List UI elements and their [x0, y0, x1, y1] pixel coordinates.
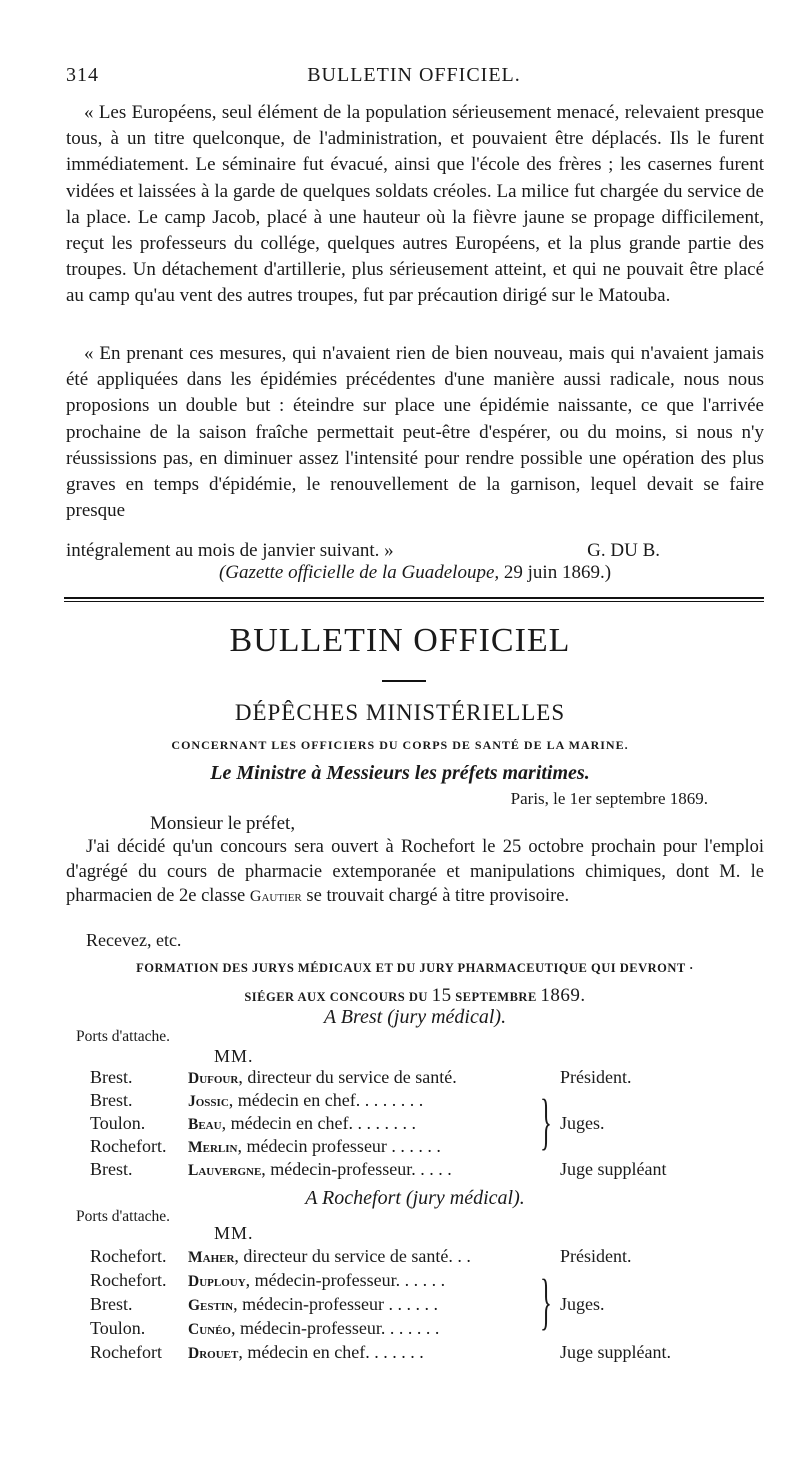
paragraph-last-line: intégralement au mois de janvier suivant. »: [66, 540, 394, 561]
member-name: Beau: [188, 1116, 222, 1133]
title-underline: [382, 680, 426, 682]
formation-heading-2: [66, 985, 764, 1007]
member-role: Juges.: [560, 1113, 605, 1133]
person-name: Gautier: [249, 888, 302, 905]
ports-label: Ports d'attache.: [76, 1028, 171, 1045]
jury-member-row: [90, 1270, 690, 1294]
formation-text: SIÉGER AUX CONCOURS DU: [244, 990, 428, 1004]
member-name: Lauvergne: [188, 1162, 262, 1179]
member-role: Juge suppléant.: [560, 1342, 671, 1362]
paragraph-text: « Les Européens, seul élément de la population sérieusement menacé, relevaient presque tous, à un titre quelconque, de l'administration, et pouvaient être déplacés. Ils le furent immédiatement. Le séminaire fut évacué, ainsi que l'école des frères ; les casernes furent vidées et laissées à la garde de quelques soldats créoles. La milice fut chargée du service de la place. Le camp Jacob, placé à une hauteur où la fièvre jaune se propage difficilement, reçut les professeurs du collége, quelques autres Européens, et la plus grande partie des troupes. Un détachement d'artillerie, plus sérieusement atteint, et qui ne pouvait être placé au camp qu'au vent des autres troupes, fut par précaution dirigé sur le Matouba.: [66, 102, 764, 307]
member-name: Merlin: [188, 1139, 238, 1156]
closing-formula: Recevez, etc.: [86, 930, 182, 950]
page-number: 314: [66, 64, 99, 86]
continuation-paragraph-1: [66, 100, 764, 310]
author-signature: G. DU B.: [587, 540, 660, 561]
brace-icon: }: [540, 1268, 552, 1336]
dateline: Paris, le 1er septembre 1869.: [510, 789, 708, 808]
jury-title-brest: A Brest (jury médical).: [323, 1006, 507, 1028]
member-port: Toulon.: [90, 1318, 146, 1338]
member-function: , médecin-professeur. . . . . . .: [230, 1318, 440, 1338]
member-name: Duplouy: [188, 1273, 246, 1290]
member-role: Président.: [560, 1246, 632, 1266]
page-header: [66, 64, 762, 92]
dispatch-paragraph: [66, 835, 764, 910]
formation-year: 1869.: [540, 985, 586, 1006]
member-function: , directeur du service de santé. . .: [234, 1246, 471, 1266]
member-role: Juge suppléant: [560, 1159, 667, 1179]
member-port: Brest.: [90, 1090, 133, 1110]
member-port: Rochefort: [90, 1342, 162, 1362]
salutation: Monsieur le préfet,: [150, 813, 296, 834]
member-function: , médecin-professeur. . . . . .: [245, 1270, 446, 1290]
running-title: BULLETIN OFFICIEL.: [307, 64, 521, 86]
formation-heading-1: FORMATION DES JURYS MÉDICAUX ET DU JURY PHARMACEUTIQUE QUI DEVRONT ·: [136, 961, 694, 975]
section-subheading: CONCERNANT LES OFFICIERS DU CORPS DE SANTÉ DE LA MARINE.: [171, 738, 629, 752]
member-port: Brest.: [90, 1294, 133, 1314]
member-function: , médecin professeur . . . . . .: [237, 1136, 441, 1156]
dispatch-body: [66, 835, 764, 910]
brace-icon: }: [540, 1088, 552, 1156]
member-port: Rochefort.: [90, 1246, 167, 1266]
formation-month: SEPTEMBRE: [455, 990, 537, 1004]
mm-label: MM.: [214, 1223, 254, 1243]
member-role: Juges.: [560, 1294, 605, 1314]
member-function: , médecin en chef. . . . . . .: [238, 1342, 424, 1362]
section-divider-thin: [64, 601, 764, 602]
mm-label: MM.: [214, 1046, 254, 1066]
source-citation: [66, 562, 764, 584]
member-port: Brest.: [90, 1067, 133, 1087]
member-name: Maher: [188, 1249, 235, 1266]
dispatch-text-2: se trouvait chargé à titre provisoire.: [306, 886, 570, 906]
jury-title-rochefort: A Rochefort (jury médical).: [305, 1187, 525, 1209]
jury-member-row: [90, 1090, 690, 1114]
member-role: Président.: [560, 1067, 632, 1087]
jury-member-row: [90, 1318, 690, 1342]
member-function: , médecin-professeur . . . . . .: [233, 1294, 439, 1314]
member-name: Gestin: [188, 1297, 234, 1314]
ports-label: Ports d'attache.: [76, 1208, 171, 1225]
bulletin-title: BULLETIN OFFICIEL: [229, 622, 571, 659]
source-title: (Gazette officielle de la Guadeloupe,: [218, 562, 500, 583]
member-name: Dufour: [188, 1070, 239, 1087]
member-port: Brest.: [90, 1159, 133, 1179]
section-divider: [64, 597, 764, 599]
member-name: Jossic: [188, 1093, 229, 1110]
section-heading: DÉPÊCHES MINISTÉRIELLES: [234, 700, 566, 725]
jury-member-row: [90, 1136, 690, 1160]
paragraph-text: « En prenant ces mesures, qui n'avaient rien de bien nouveau, mais qui n'avaient jamais été appliquées dans les épidémies précédentes d'une manière aussi radicale, nous nous proposions un double but : éteindre sur place une épidémie naissante, ce que l'arrivée prochaine de la saison fraîche permettait peut-être d'espérer, ou du moins, si nous n'y réussissions pas, en diminuer assez l'intensité pour rendre possible une opération des plus graves en temps d'épidémie, le renouvellement de la garnison, lequel devait se faire presque: [66, 343, 764, 522]
member-function: , directeur du service de santé.: [238, 1067, 457, 1087]
member-function: , médecin en chef. . . . . . . .: [228, 1090, 424, 1110]
dispatch-text-1: J'ai décidé qu'un concours sera ouvert à Rochefort le 25 octobre prochain pour l'emploi d'agrégé du cours de pharmacie extemporanée et manipulations chimiques, dont M. le pharmacien de 2e classe: [66, 837, 764, 906]
member-port: Rochefort.: [90, 1136, 167, 1156]
source-date: 29 juin 1869.): [503, 562, 612, 583]
addressee-line: Le Ministre à Messieurs les préfets maritimes.: [210, 762, 590, 784]
formation-day: 15: [431, 985, 452, 1006]
member-function: , médecin en chef. . . . . . . .: [221, 1113, 417, 1133]
continuation-paragraph-2: [66, 341, 764, 524]
member-name: Drouet: [188, 1345, 239, 1362]
member-port: Toulon.: [90, 1113, 146, 1133]
member-name: Cunéo: [188, 1321, 231, 1338]
member-port: Rochefort.: [90, 1270, 167, 1290]
member-function: , médecin-professeur. . . . .: [261, 1159, 452, 1179]
